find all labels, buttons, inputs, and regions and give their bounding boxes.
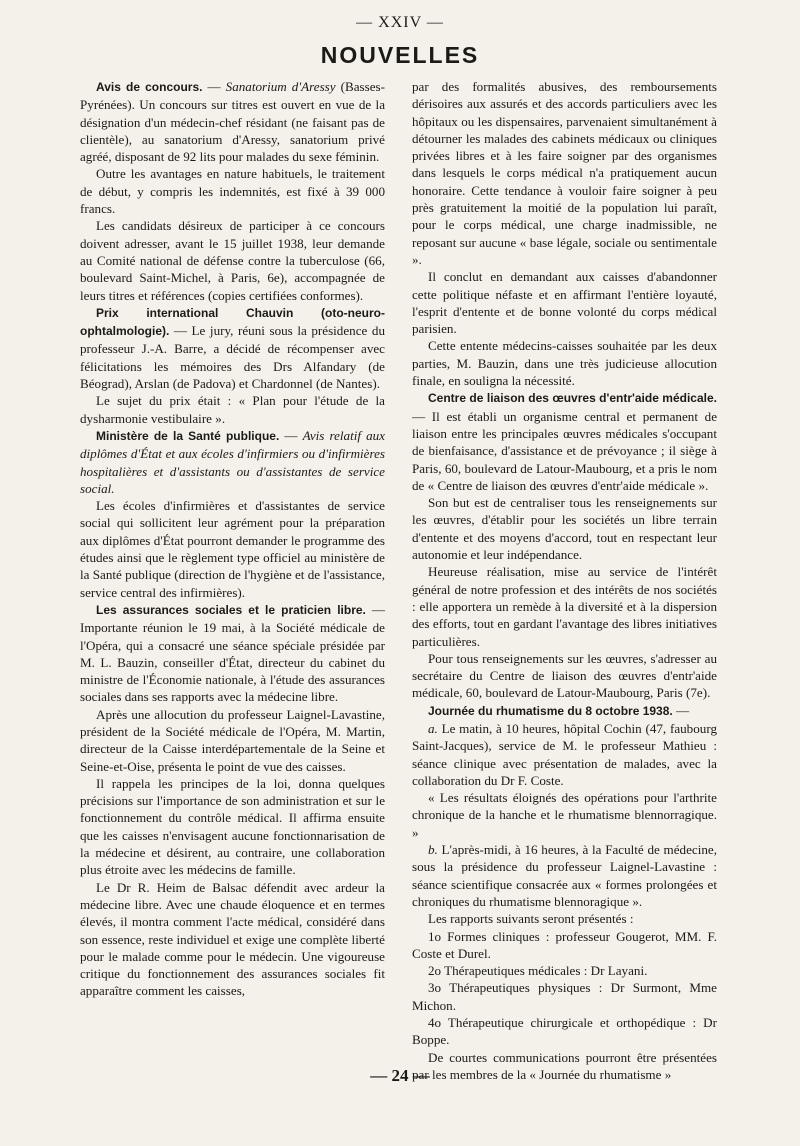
paragraph: Heureuse réalisation, mise au service de l'intérêt général de notre profession et des intérêts de nos sociétés : elle apportera un remède à la diversité et à la dispersion des efforts, tout en gardant l'avantage des libres initiatives particulières. xyxy=(412,564,717,649)
paragraph: par des formalités abusives, des remboursements dérisoires aux assurés et des accords particuliers avec les hôpitaux ou les dispensaires, parvenaient simultanément à détourner les malades des cabinets médicaux ou cliniques privées libres et à les faire soigner par des organismes dans lesquels le corps médical n'a pratiquement aucun honoraire. Cette tendance à vouloir faire soigner à peu près gratuitement la moitié de la population lui paraît, pour le corps médical, une charge inadmissible, ne reposant sur aucune « base légale, sociale ou sentimentale ». xyxy=(412,79,717,267)
paragraph: De courtes communications pourront être présentées par les membres de la « Journée du rhumatisme » xyxy=(412,1049,717,1082)
paragraph: Il rappela les principes de la loi, donna quelques précisions sur l'importance de son administration et sur le fonctionnement du contrôle médical. Il affirma ensuite que les caisses n'envisagent aucune fonctionnarisation de la médecine et désirent, au contraire, une collaboration plus étroite avec les médecins de famille. xyxy=(80,775,385,878)
paragraph: Journée du rhumatisme du 8 octobre 1938. — xyxy=(428,702,690,718)
paragraph: Les assurances sociales et le praticien libre. — Importante réunion le 19 mai, à la Société médicale de l'Opéra, qui a consacré une séance spéciale présidée par M. L. Bauzin, conseiller d'État, directeur du cabinet du ministre de l'Économie nationale, à l'étude des assurances sociales dans ses rapports avec la médecine libre. xyxy=(80,601,385,705)
section-heading: Journée du rhumatisme du 8 octobre 1938. xyxy=(428,703,673,718)
paragraph: Ministère de la Santé publique. — Avis relatif aux diplômes d'État et aux écoles d'infirmiers ou d'infirmières hospitalières et d'assistants ou d'assistantes de service social. xyxy=(80,427,385,496)
paragraph: Pour tous renseignements sur les œuvres, s'adresser au secrétaire du Centre de liaison des œuvres d'entr'aide médicale, 60, boulevard de Latour-Maubourg, Paris (7e). xyxy=(412,650,717,701)
paragraph: Prix international Chauvin (oto-neuro-ophtalmologie). — Le jury, réuni sous la présidence du professeur J.-A. Barre, a décidé de récompenser avec félicitations les mémoires des Drs Alfandary (de Béograd), Arslan (de Padova) et Chardonnel (de Nantes). xyxy=(80,305,385,392)
paragraph: Les candidats désireux de participer à ce concours doivent adresser, avant le 15 juillet 1938, leur demande au Comité national de défense contre la tuberculose (66, boulevard Saint-Michel, à Paris, 6e), accompagnée de leurs titres et références (copies certifiées conformes). xyxy=(80,218,385,303)
paragraph: Outre les avantages en nature habituels, le traitement de début, y compris les indemnités, est fixé à 39 000 francs. xyxy=(80,166,385,217)
paragraph: b. L'après-midi, à 16 heures, à la Faculté de médecine, sous la présidence du professeur Laignel-Lavastine : séance scientifique consacrée aux « formes prolongées et chroniques du rhumatisme blennoragique ». xyxy=(412,842,717,909)
paragraph: Cette entente médecins-caisses souhaitée par les deux parties, M. Bauzin, dans une très judicieuse allocution finale, en souligna la nécessité. xyxy=(412,338,717,389)
paragraph: Les écoles d'infirmières et d'assistantes de service social qui sollicitent leur agrément pour la préparation aux diplômes d'État pourront demander le programme des études ainsi que le règlement type officiel au ministère de la Santé publique (direction de l'hygiène et de l'assistance, service central des infirmières). xyxy=(80,498,385,600)
paragraph: 3o Thérapeutiques physiques : Dr Surmont, Mme Michon. xyxy=(412,980,717,1013)
left-column xyxy=(80,78,385,1000)
paragraph: a. Le matin, à 10 heures, hôpital Cochin (47, faubourg Saint-Jacques), service de M. le professeur Mathieu : séance clinique avec présentation de malades, avec la collaboration du Dr F. Coste. xyxy=(412,720,717,788)
paragraph: 1o Formes cliniques : professeur Gougerot, MM. F. Coste et Durel. xyxy=(412,928,717,961)
section-heading: Prix international Chauvin (oto-neuro-ophtalmologie). xyxy=(80,305,385,339)
paragraph: « Les résultats éloignés des opérations pour l'arthrite chronique de la hanche et le rhumatisme blennorragique. » xyxy=(412,790,717,840)
paragraph: Le Dr R. Heim de Balsac défendit avec ardeur la médecine libre. Avec une chaude éloquence et en termes élevés, il montra comment l'acte médical, considéré dans son essence, reste individuel et exige une complète liberté pour le malade comme pour le médecin. Une vigoureuse critique du fonctionnement des assurances sociales fit apparaître comment les caisses, xyxy=(80,879,385,999)
right-column xyxy=(412,78,717,1083)
page-folio-top: — XXIV — xyxy=(356,14,444,31)
paragraph: Avis de concours. — Sanatorium d'Aressy (Basses-Pyrénées). Un concours sur titres est ouvert en vue de la désignation d'un médecin-chef résidant (ne faisant pas de clientèle), au sanatorium d'Aressy, sanatorium privé agréé, disposant de 92 lits pour malades du sexe féminin. xyxy=(80,79,386,165)
paragraph: 2o Thérapeutiques médicales : Dr Layani. xyxy=(428,963,648,979)
section-heading: Avis de concours. xyxy=(96,80,203,94)
paragraph: Son but est de centraliser tous les renseignements sur les œuvres, d'établir pour les sociétés un libre terrain d'entente et des moyens d'accord, tout en respectant leur autonomie et leur indépendance. xyxy=(412,495,717,563)
paragraph: Centre de liaison des œuvres d'entr'aide médicale. — Il est établi un organisme central et permanent de liaison entre les principales œuvres médicales s'occupant de bienfaisance, d'assistance et de prévoyance ; il siège à Paris, 60, boulevard de Latour-Maubourg, et a pris le nom de « Centre de liaison des œuvres d'entr'aide médicale ». xyxy=(412,391,717,493)
paragraph: Les rapports suivants seront présentés : xyxy=(428,911,634,927)
page-number: — 24 — xyxy=(370,1066,430,1085)
section-heading: Ministère de la Santé publique. xyxy=(96,428,280,443)
section-heading: Les assurances sociales et le praticien libre. xyxy=(96,602,366,617)
section-heading: Centre de liaison des œuvres d'entr'aide médicale. xyxy=(428,391,717,406)
paragraph: 4o Thérapeutique chirurgicale et orthopédique : Dr Boppe. xyxy=(412,1015,717,1048)
paragraph: Il conclut en demandant aux caisses d'abandonner cette politique néfaste et en affirmant l'entière loyauté, l'esprit d'entente et de bonne volonté du corps médical parisien. xyxy=(412,269,717,337)
page-title: NOUVELLES xyxy=(320,42,480,68)
paragraph: Le sujet du prix était : « Plan pour l'étude de la dysharmonie vestibulaire ». xyxy=(80,393,385,426)
paragraph: Après une allocution du professeur Laignel-Lavastine, président de la Société médicale de l'Opéra, M. Martin, directeur de la Caisse interdépartementale de la Seine et Seine-et-Oise, présenta le point de vue des caisses. xyxy=(80,706,385,774)
